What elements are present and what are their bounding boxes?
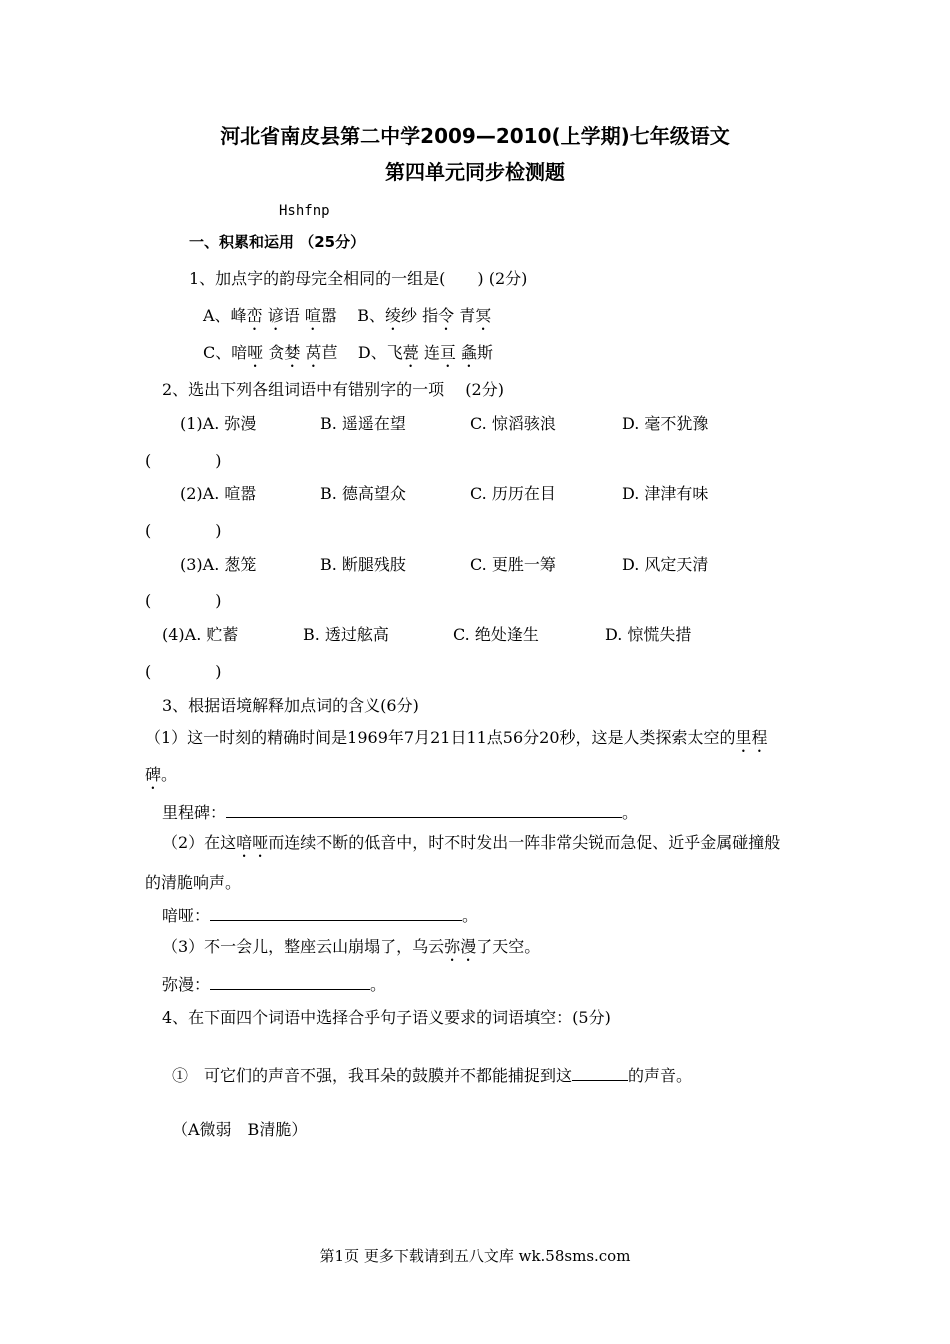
q2-row4-d: D. 惊慌失措 (605, 625, 692, 644)
q3-a1-end: 。 (622, 803, 639, 822)
q1-options-cd (203, 342, 493, 371)
q1-d-w1b: 甍 (402, 343, 419, 362)
q2-row3-c: C. 更胜一筹 (470, 555, 556, 574)
q3-sentence2 (162, 832, 780, 861)
q1-c-w2a: 贪 (268, 343, 285, 362)
q1-c-w3a: 莴 (305, 343, 322, 362)
q2-row4-a: (4)A. 贮蓄 (162, 625, 239, 644)
q4-item1-text: ① 可它们的声音不强，我耳朵的鼓膜并不都能捕捉到这 (172, 1066, 573, 1085)
q1-d-w2b: 亘 (439, 343, 456, 362)
q1-a-w3a: 喧 (304, 306, 321, 325)
q3-stem: 3、根据语境解释加点词的含义(6分) (162, 696, 419, 715)
q3-s2-post: 而连续不断的低音中，时不时发出一阵非常尖锐而急促、近乎金属碰撞般 (268, 833, 781, 852)
q3-answer1 (162, 801, 638, 824)
q1-b-w3a: 青 (459, 306, 476, 325)
q3-s3-dotted: 弥漫 (444, 937, 477, 956)
q2-row1-d: D. 毫不犹豫 (622, 414, 709, 433)
q1-c-w2b: 婪 (284, 343, 301, 362)
q3-s1-dotted: 里程 (735, 728, 768, 747)
q1-d-w3a: 螽 (460, 343, 477, 362)
q2-row4-c: C. 绝处逢生 (453, 625, 539, 644)
q1-b-w1a: 绫 (384, 306, 401, 325)
q2-row4-answer: ( ) (145, 662, 222, 681)
q1-a-w2a: 谚 (267, 306, 284, 325)
q2-row3-d: D. 风定天清 (622, 555, 709, 574)
q2-stem: 2、选出下列各组词语中有错别字的一项 (2分) (162, 380, 504, 399)
q2-row3-a: (3)A. 葱笼 (180, 555, 257, 574)
q1-c-w3b: 苣 (321, 343, 338, 362)
q3-answer2 (162, 904, 478, 927)
q1-c-w1a: 喑 (231, 343, 248, 362)
q1-d-w2a: 连 (423, 343, 440, 362)
doc-code: Hshfnp (279, 203, 330, 219)
q3-s3-post: 了天空。 (476, 937, 541, 956)
section-heading: 一、积累和运用 （25分） (189, 233, 366, 251)
q2-row1-a: (1)A. 弥漫 (180, 414, 257, 433)
q4-stem: 4、在下面四个词语中选择合乎句子语义要求的词语填空：(5分) (162, 1008, 611, 1027)
q3-sentence2-cont: 的清脆响声。 (145, 873, 242, 892)
q3-a1-blank[interactable] (226, 801, 622, 818)
q2-row2-d: D. 津津有味 (622, 484, 709, 503)
q3-a2-end: 。 (462, 906, 479, 925)
q2-row4-b: B. 透过舷高 (303, 625, 389, 644)
q2-row2-b: B. 德高望众 (320, 484, 406, 503)
q3-s2-pre: （2）在这 (162, 833, 237, 852)
q1-b-w2a: 指 (422, 306, 439, 325)
doc-title-line1: 河北省南皮县第二中学2009—2010(上学期)七年级语文 (220, 124, 730, 148)
q1-c-prefix: C、 (203, 343, 232, 362)
q2-row1-c: C. 惊滔骇浪 (470, 414, 556, 433)
q3-a2-blank[interactable] (210, 904, 462, 921)
q4-choices: （A微弱 B清脆） (172, 1120, 308, 1139)
q3-s1-end: 。 (161, 765, 178, 784)
q2-row2-answer: ( ) (145, 521, 222, 540)
q3-a3-label: 弥漫： (162, 975, 211, 994)
q3-sentence1-cont (145, 764, 177, 793)
q2-row3-b: B. 断腿残肢 (320, 555, 406, 574)
q1-b-prefix: B、 (357, 306, 385, 325)
q1-c-w1b: 哑 (247, 343, 264, 362)
q3-a1-label: 里程碑： (162, 803, 227, 822)
q3-sentence1 (145, 727, 768, 756)
q2-row3-answer: ( ) (145, 591, 222, 610)
q1-a-w2b: 语 (283, 306, 300, 325)
q1-b-w1b: 纱 (400, 306, 417, 325)
q3-s1-cont-dotted: 碑 (145, 765, 162, 784)
q4-item1-end: 的声音。 (628, 1066, 693, 1085)
q3-a3-blank[interactable] (210, 973, 370, 990)
q1-a-prefix: A、 (203, 306, 231, 325)
q1-a-w1b: 峦 (246, 306, 263, 325)
q2-row2-c: C. 历历在目 (470, 484, 556, 503)
q1-a-w3b: 嚣 (320, 306, 337, 325)
q1-stem: 1、加点字的韵母完全相同的一组是( ) (2分) (189, 269, 528, 288)
q1-d-w1a: 飞 (386, 343, 403, 362)
q1-b-w3b: 冥 (475, 306, 492, 325)
q3-s1-text: （1）这一时刻的精确时间是1969年7月21日11点56分20秒，这是人类探索太空的 (145, 728, 736, 747)
q3-s3-pre: （3）不一会儿，整座云山崩塌了，乌云 (162, 937, 445, 956)
q2-row2-a: (2)A. 喧嚣 (180, 484, 257, 503)
q3-answer3 (162, 973, 386, 996)
q2-row1-b: B. 遥遥在望 (320, 414, 406, 433)
q3-s2-dotted: 喑哑 (236, 833, 269, 852)
q1-b-w2b: 令 (438, 306, 455, 325)
q2-row1-answer: ( ) (145, 451, 222, 470)
q1-a-w1a: 峰 (230, 306, 247, 325)
q1-options-ab (203, 305, 491, 334)
page-footer: 第1页 更多下载请到五八文库 wk.58sms.com (319, 1247, 631, 1265)
q4-item1-blank[interactable] (572, 1064, 628, 1081)
q4-item1 (172, 1064, 692, 1087)
q3-sentence3 (162, 936, 540, 965)
q3-a3-end: 。 (370, 975, 387, 994)
q1-d-w3b: 斯 (476, 343, 493, 362)
q3-a2-label: 喑哑： (162, 906, 211, 925)
q1-d-prefix: D、 (357, 343, 387, 362)
doc-title-line2: 第四单元同步检测题 (385, 160, 565, 184)
